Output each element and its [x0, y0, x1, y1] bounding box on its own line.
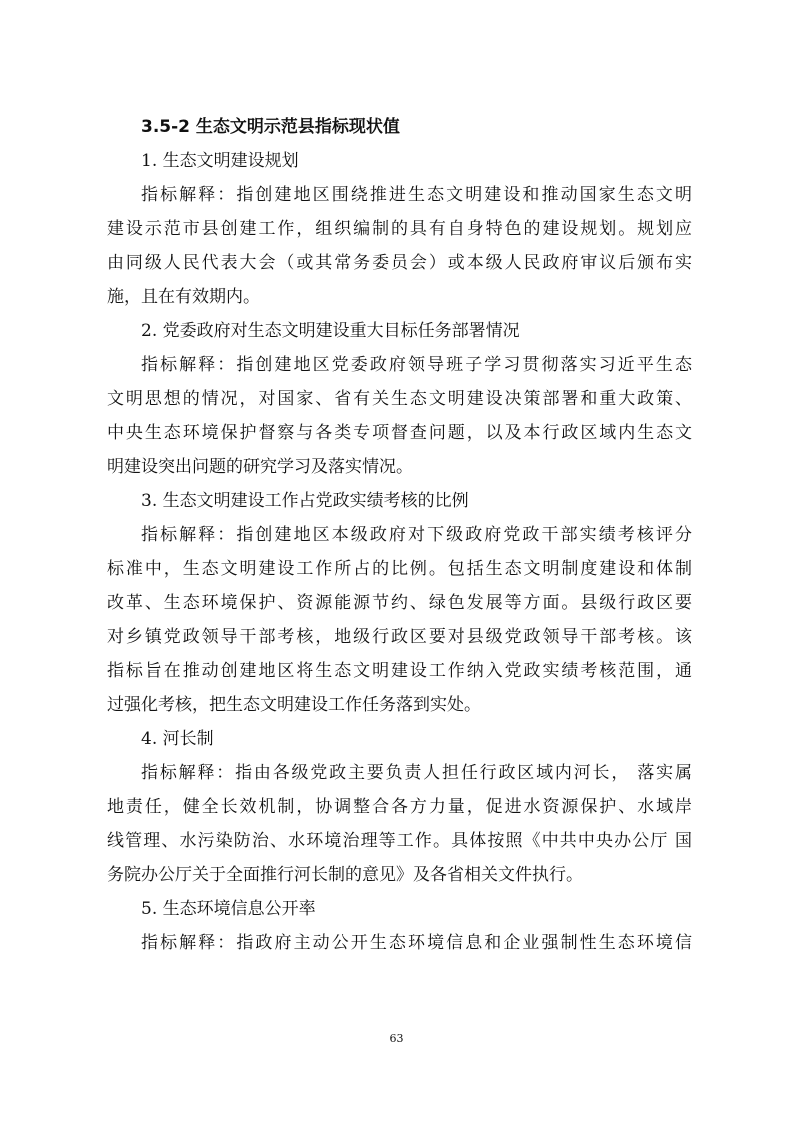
item-explanation: [107, 518, 692, 722]
text-line: 指标解释：指创建地区党委政府领导班子学习贯彻落实习近平生态: [141, 355, 692, 375]
page-number: 63: [389, 1032, 404, 1045]
text-line: 中央生态环境保护督察与各类专项督查问题，以及本行政区域内生态文: [107, 423, 692, 443]
sections-container: [107, 144, 692, 960]
text-line: 务院办公厅关于全面推行河长制的意见》及各省相关文件执行。: [107, 865, 583, 885]
text-line: 明建设突出问题的研究学习及落实情况。: [107, 457, 413, 477]
section-heading: 3.5-2 生态文明示范县指标现状值: [141, 117, 400, 137]
text-line: 建设示范市县创建工作，组织编制的具有自身特色的建设规划。规划应: [107, 219, 692, 239]
text-line: 线管理、水污染防治、水环境治理等工作。具体按照《中共中央办公厅 国: [107, 831, 692, 851]
text-line: 改革、生态环境保护、资源能源节约、绿色发展等方面。县级行政区要: [107, 593, 692, 613]
item-title: 5. 生态环境信息公开率: [141, 899, 316, 919]
text-line: 指标解释：指由各级党政主要负责人担任行政区域内河长， 落实属: [141, 763, 692, 783]
text-line: 过强化考核，把生态文明建设工作任务落到实处。: [107, 695, 481, 715]
text-line: 对乡镇党政领导干部考核，地级行政区要对县级党政领导干部考核。该: [107, 627, 692, 647]
text-line: 文明思想的情况，对国家、省有关生态文明建设决策部署和重大政策、: [107, 389, 692, 409]
item-explanation: [107, 756, 692, 892]
text-line: 指标旨在推动创建地区将生态文明建设工作纳入党政实绩考核范围，通: [107, 661, 692, 681]
text-line: 指标解释：指创建地区本级政府对下级政府党政干部实绩考核评分: [141, 525, 692, 545]
item-title: 3. 生态文明建设工作占党政实绩考核的比例: [141, 491, 469, 511]
text-line: 地责任，健全长效机制，协调整合各方力量，促进水资源保护、水域岸: [107, 797, 692, 817]
text-line: 施，且在有效期内。: [107, 287, 260, 307]
item-title: 2. 党委政府对生态文明建设重大目标任务部署情况: [141, 321, 520, 341]
item-explanation: [107, 348, 692, 484]
text-line: 由同级人民代表大会（或其常务委员会）或本级人民政府审议后颁布实: [107, 253, 692, 273]
item-explanation: [107, 178, 692, 314]
document-body: [107, 110, 692, 960]
item-explanation: [107, 926, 692, 960]
text-line: 标准中，生态文明建设工作所占的比例。包括生态文明制度建设和体制: [107, 559, 692, 579]
item-title: 1. 生态文明建设规划: [141, 151, 299, 171]
text-line: 指标解释：指政府主动公开生态环境信息和企业强制性生态环境信: [141, 933, 692, 953]
text-line: 指标解释：指创建地区围绕推进生态文明建设和推动国家生态文明: [141, 185, 692, 205]
item-title: 4. 河长制: [141, 729, 214, 749]
